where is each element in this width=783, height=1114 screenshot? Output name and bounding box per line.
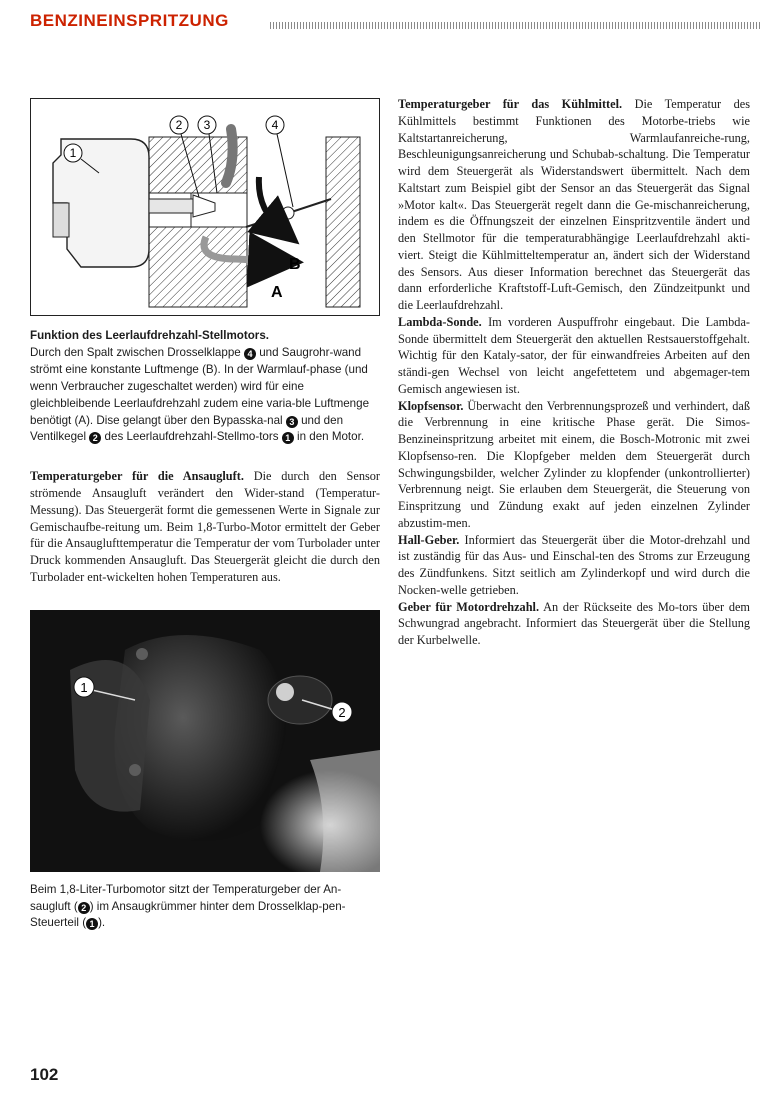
left-column	[30, 98, 380, 932]
drehzahl-paragraph	[398, 599, 750, 649]
throttle-spindle	[282, 207, 294, 219]
callout-2-label: 2	[175, 118, 183, 132]
diagram-svg	[31, 99, 379, 315]
ref-number-2b: 2	[78, 902, 90, 914]
callout-4-label: 4	[271, 118, 279, 132]
figure1-caption-title: Funktion des Leerlaufdrehzahl-Stellmotors.	[30, 329, 269, 342]
idle-actuator-diagram	[30, 98, 380, 316]
callout-1-label: 1	[69, 146, 77, 160]
kuehlmittel-paragraph	[398, 96, 750, 314]
ref-number-1b: 1	[86, 918, 98, 930]
drehzahl-body: An der Rückseite des Mo-tors über dem Schwungrad angebracht. Informiert das Steuergerät über die Stellung der Kurbelwelle.	[398, 599, 750, 647]
sensor-connector	[276, 683, 294, 701]
caption2-text-2: ) im Ansaugkrümmer hinter dem Drosselklap-pen-Steuerteil (	[30, 899, 346, 930]
page-header	[30, 10, 760, 32]
section-title: BENZINEINSPRITZUNG	[30, 11, 229, 30]
photo-callout-2-label: 2	[338, 704, 346, 720]
klopf-heading: Klopfsensor.	[398, 398, 464, 413]
ansaugluft-heading: Temperaturgeber für die Ansaugluft.	[30, 469, 244, 484]
header-rule	[270, 22, 760, 29]
ref-number-4: 4	[244, 348, 256, 360]
lambda-heading: Lambda-Sonde.	[398, 314, 482, 329]
engine-photo-svg	[30, 610, 380, 872]
caption2-text-3: ).	[98, 916, 106, 930]
page-number: 102	[30, 1065, 59, 1084]
ansaugluft-body: Die durch den Sensor strömende Ansaugluft verändert den Wider-stand (Temperatur-Messung). Das Steuergerät formt die gemessenen Werte in Signale zur Gemischaufbe-reitung um. Beim 1,8-Turbo-Motor ermittelt der Geber für die Ansauglufttemperatur die Temperatur der vom Turbolader unter Druck kommenden Ansaugluft. Das Steuergerät gleicht die durch den Turbolader ent-wickelten hohen Temperaturen aus.	[30, 469, 380, 584]
callout-4	[266, 116, 293, 207]
ref-number-1: 1	[282, 432, 294, 444]
right-column	[398, 96, 750, 649]
intake-wall-right	[326, 137, 360, 307]
kuehlmittel-heading: Temperaturgeber für das Kühlmittel.	[398, 97, 623, 111]
engine-photo	[30, 610, 380, 872]
caption1-text-4: des Leerlaufdrehzahl-Stellmo-tors	[104, 430, 279, 444]
photo-caption	[30, 882, 380, 933]
klopf-body: Überwacht den Verbrennungsprozeß und verhindert, daß die Verbrennung in eine kritische Phase gerät. Die Simos-Benzineinspritzung arbeitet mit einem, die Bosch-Motronic mit zwei Klopfsenso-ren. Die Klopfgeber melden dem Steuergerät durch Schwingungsbilder, welcher Zylinder zu klopfender (unkontrollierter) Verbrennung neigt. Sie erlauben dem Steuergerät, die Steuerung von Einspritzung und Zündung exakt auf jeden einzelnen Zylinder abzustim-men.	[398, 398, 750, 530]
flow-label-b: B	[289, 256, 301, 273]
figure1-caption	[30, 328, 380, 446]
photo-callout-1-label: 1	[80, 679, 88, 695]
caption1-text-1: Durch den Spalt zwischen Drosselklappe	[30, 345, 241, 359]
hall-heading: Hall-Geber.	[398, 532, 460, 547]
ref-number-2: 2	[89, 432, 101, 444]
klopf-paragraph	[398, 398, 750, 532]
caption2-text-1: Beim 1,8-Liter-Turbomotor sitzt der Temperaturgeber der An-saugluft (	[30, 882, 342, 913]
caption1-text-3: und den Ventilkegel	[30, 413, 344, 444]
motor-connector	[53, 203, 69, 237]
bolt-lower	[129, 764, 141, 776]
callout-3-label: 3	[203, 118, 211, 132]
lambda-paragraph	[398, 314, 750, 398]
bolt-upper	[136, 648, 148, 660]
hall-body: Informiert das Steuergerät über die Motor-drehzahl und ist zuständig für das Aus- und Einschal-ten des Stroms zur Erzeugung des Zündfunkens. Sitzt seitlich am Zylinderkopf und wird durch die Nocken-welle getrieben.	[398, 532, 750, 597]
lambda-body: Im vorderen Auspuffrohr eingebaut. Die Lambda-Sonde übermittelt dem Steuergerät den aktuellen Restsauerstoffgehalt. Wichtig für den Kataly-sator, der für einwandfreies Arbeiten auf den ständi-gen Wechsel von leicht angefettetem und abgemager-tem Gemisch angewiesen ist.	[398, 314, 750, 396]
ref-number-3: 3	[286, 416, 298, 428]
housing-wall-lower	[149, 227, 247, 307]
kuehlmittel-body: Die Temperatur des Kühlmittels bestimmt Funktionen des Motorbe-triebs wie Kaltstartanreicherung, Warmlaufanreiche-rung, Beschleunigungsanreicherung und Schubab-schaltung. Die Temperatur wird dem Steuergerät als Widerstandswert übermittelt. Nach dem Kaltstart zum Beispiel gibt der Sensor an das Steuergerät das Signal »Motor kalt«. Das Steuergerät regelt dann die Ge-mischanreicherung, indem es die Öffnungszeit der einzelnen Einspritzventile ändert und den Stellmotor für die temperaturabhängige Leerlaufdrehzahl akti-viert. Steigt die Kühlmitteltemperatur an, ändert sich der Widerstand des Sensors. Aus dieser Information berechnet das Steuergerät das dann erforderliche Kraftstoff-Luft-Gemisch, den Zündzeitpunkt und die Leerlaufdrehzahl.	[398, 97, 750, 312]
ansaugluft-paragraph	[30, 468, 380, 585]
caption1-text-2: und Saugrohr-wand strömt eine konstante Luftmenge (B). In der Warmlauf-phase (und wenn Verbraucher zugeschaltet werden) wird für eine gleichbleibende Leerlaufdrehzahl zudem eine varia-ble Luftmenge benötigt (A). Dise gelangt über den Bypasska-nal	[30, 345, 370, 427]
temperature-sensor	[268, 676, 332, 724]
drehzahl-heading: Geber für Motordrehzahl.	[398, 599, 540, 614]
flow-label-a: A	[271, 284, 283, 301]
hall-paragraph	[398, 532, 750, 599]
caption1-text-5: in den Motor.	[297, 430, 365, 444]
valve-shaft	[149, 199, 193, 213]
